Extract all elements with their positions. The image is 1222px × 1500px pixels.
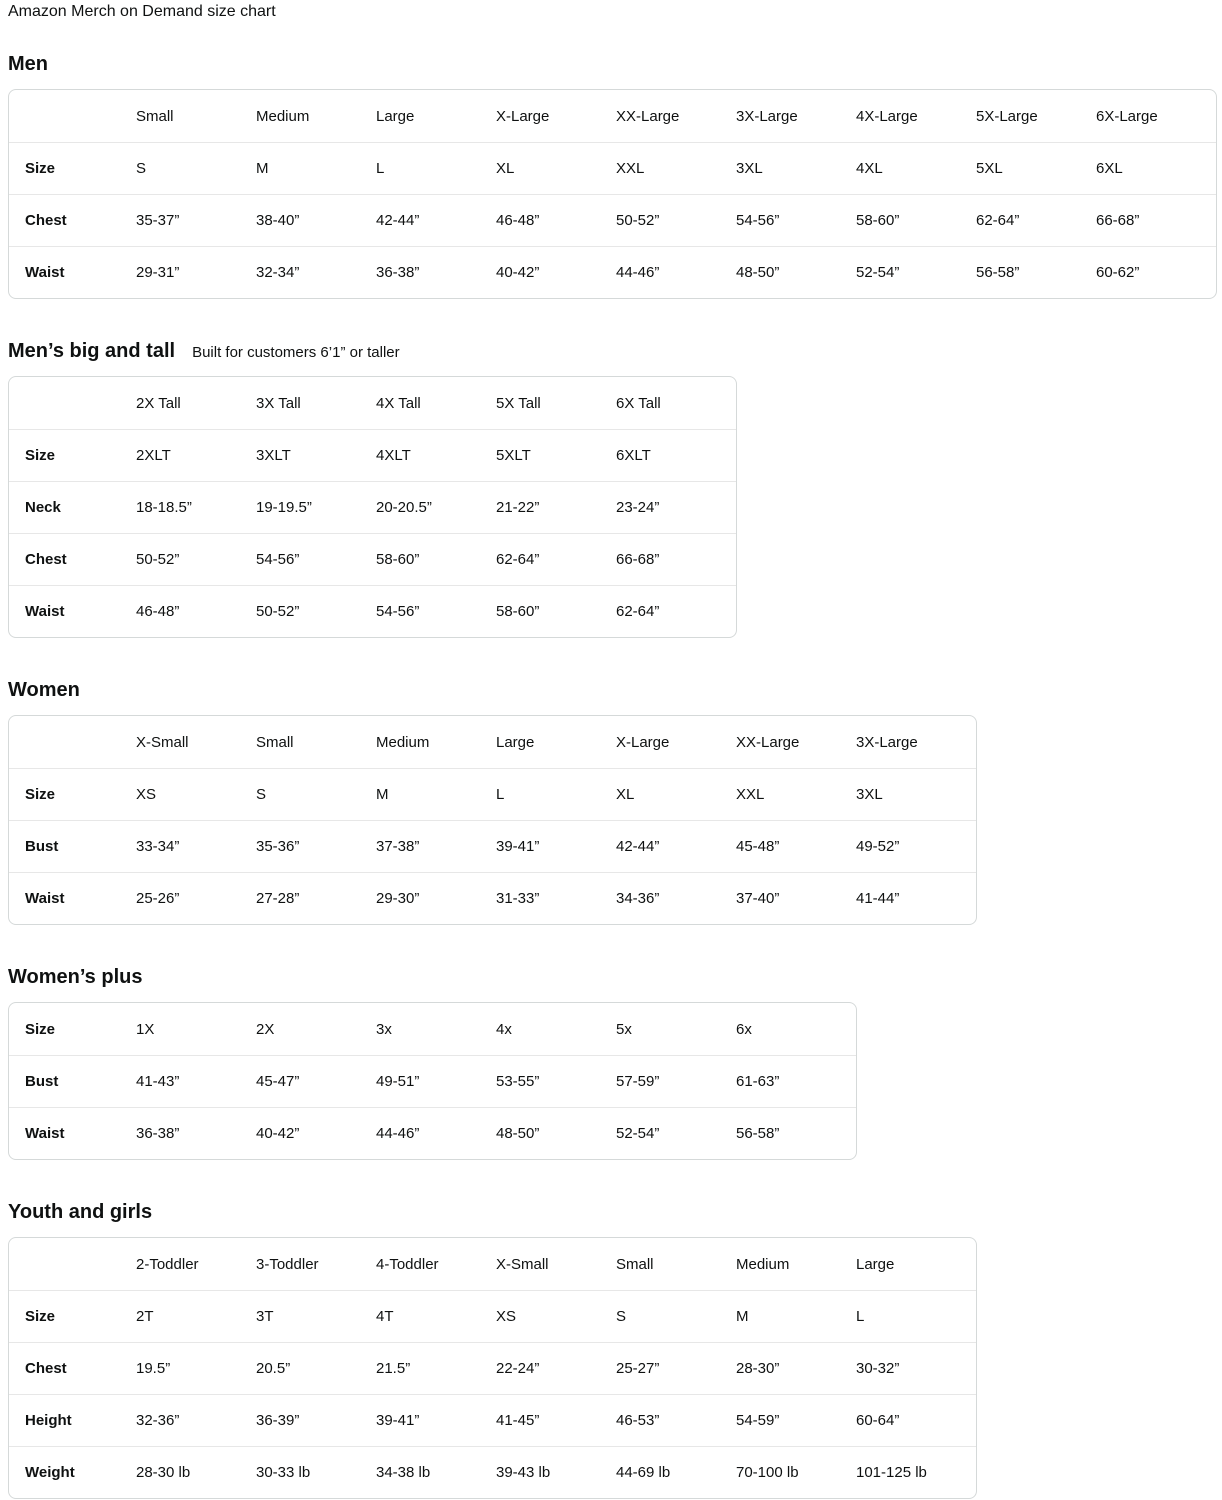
- size-value-cell: 48-50”: [496, 1107, 616, 1159]
- section-heading-row: [8, 52, 1214, 76]
- size-value-cell: XL: [616, 768, 736, 820]
- size-value-cell: 20.5”: [256, 1342, 376, 1394]
- table-row-chest: [9, 194, 1216, 246]
- row-label: Bust: [9, 820, 136, 872]
- size-value-cell: 54-56”: [736, 194, 856, 246]
- table-row-chest: [9, 1342, 976, 1394]
- table-row-waist: [9, 246, 1216, 298]
- size-value-cell: XXL: [736, 768, 856, 820]
- table-row-waist: [9, 585, 736, 637]
- size-value-cell: 18-18.5”: [136, 481, 256, 533]
- size-value-cell: S: [256, 768, 376, 820]
- size-value-cell: 56-58”: [976, 246, 1096, 298]
- size-table-womens-plus: [8, 1002, 857, 1160]
- size-value-cell: 50-52”: [256, 585, 376, 637]
- section-heading: Women’s plus: [8, 966, 143, 988]
- size-value-cell: 3XLT: [256, 429, 376, 481]
- row-label: Size: [9, 142, 136, 194]
- table-row-size: [9, 1290, 976, 1342]
- size-value-cell: 4XL: [856, 142, 976, 194]
- size-section-women: [8, 678, 1214, 925]
- column-header-row: [9, 1238, 976, 1290]
- size-value-cell: 1X: [136, 1020, 155, 1038]
- row-label: Size: [9, 768, 136, 820]
- section-heading: Men’s big and tall: [8, 340, 176, 362]
- table-row-weight: [9, 1446, 976, 1498]
- table-row-neck: [9, 481, 736, 533]
- column-header-row: [9, 377, 736, 429]
- size-value-cell: 57-59”: [616, 1055, 736, 1107]
- row-label: Chest: [9, 533, 136, 585]
- column-header: 6X Tall: [616, 394, 661, 412]
- size-value-cell: 5XL: [976, 142, 1096, 194]
- size-value-cell: 5x: [616, 1020, 632, 1038]
- column-header: XX-Large: [616, 107, 680, 125]
- size-value-cell: 28-30”: [736, 1342, 856, 1394]
- size-table-women: [8, 715, 977, 925]
- table-row-bust: [9, 820, 976, 872]
- size-value-cell: 39-41”: [496, 820, 616, 872]
- column-header: Small: [256, 733, 294, 751]
- size-value-cell: 60-64”: [856, 1394, 976, 1446]
- size-value-cell: 25-27”: [616, 1342, 736, 1394]
- size-section-womens-plus: [8, 965, 1214, 1160]
- size-value-cell: 30-33 lb: [256, 1446, 376, 1498]
- column-header: 3X-Large: [736, 107, 798, 125]
- size-value-cell: 54-59”: [736, 1394, 856, 1446]
- size-value-cell: 49-51”: [376, 1055, 496, 1107]
- size-value-cell: 4x: [496, 1020, 512, 1038]
- row-label: Neck: [9, 481, 136, 533]
- size-value-cell: 6XLT: [616, 429, 736, 481]
- size-value-cell: 31-33”: [496, 872, 616, 924]
- size-value-cell: 50-52”: [136, 533, 256, 585]
- size-value-cell: 45-48”: [736, 820, 856, 872]
- size-value-cell: 30-32”: [856, 1342, 976, 1394]
- page-title: Amazon Merch on Demand size chart: [8, 3, 276, 20]
- column-header-row: [9, 716, 976, 768]
- corner-cell: [9, 377, 136, 429]
- size-value-cell: M: [256, 142, 376, 194]
- column-header: Medium: [256, 107, 310, 125]
- size-value-cell: 36-38”: [136, 1107, 256, 1159]
- size-value-cell: 58-60”: [376, 533, 496, 585]
- size-value-cell: 25-26”: [136, 872, 256, 924]
- size-value-cell: 41-45”: [496, 1394, 616, 1446]
- size-value-cell: 35-36”: [256, 820, 376, 872]
- table-row-size: [9, 1003, 856, 1055]
- size-value-cell: 28-30 lb: [136, 1446, 256, 1498]
- table-row-height: [9, 1394, 976, 1446]
- size-value-cell: 2X: [256, 1020, 275, 1038]
- corner-cell: [9, 716, 136, 768]
- table-row-chest: [9, 533, 736, 585]
- size-value-cell: 61-63”: [736, 1055, 856, 1107]
- column-header: Small: [136, 107, 174, 125]
- size-value-cell: 101-125 lb: [856, 1446, 976, 1498]
- size-value-cell: 19.5”: [136, 1342, 256, 1394]
- size-value-cell: 34-36”: [616, 872, 736, 924]
- column-header: Large: [496, 733, 535, 751]
- size-value-cell: XXL: [616, 142, 736, 194]
- row-label: Size: [25, 1020, 56, 1038]
- table-row-size: [9, 142, 1216, 194]
- section-heading-row: [8, 678, 1214, 702]
- column-header: X-Large: [496, 107, 550, 125]
- column-header: 2X Tall: [136, 394, 181, 412]
- size-value-cell: S: [136, 142, 256, 194]
- size-value-cell: 58-60”: [856, 194, 976, 246]
- size-value-cell: 58-60”: [496, 585, 616, 637]
- table-row-bust: [9, 1055, 856, 1107]
- row-label: Chest: [9, 194, 136, 246]
- size-value-cell: 39-41”: [376, 1394, 496, 1446]
- table-row-waist: [9, 872, 976, 924]
- size-value-cell: 46-48”: [136, 585, 256, 637]
- column-header: X-Small: [136, 733, 189, 751]
- size-value-cell: 2T: [136, 1290, 256, 1342]
- size-value-cell: 46-53”: [616, 1394, 736, 1446]
- size-value-cell: 44-69 lb: [616, 1446, 736, 1498]
- size-value-cell: 66-68”: [616, 533, 736, 585]
- column-header: 2-Toddler: [136, 1255, 199, 1273]
- section-heading: Men: [8, 53, 48, 75]
- section-heading-row: [8, 1200, 1214, 1224]
- size-value-cell: 6x: [736, 1020, 752, 1038]
- size-value-cell: 37-40”: [736, 872, 856, 924]
- column-header: Small: [616, 1255, 654, 1273]
- size-value-cell: 3XL: [856, 768, 976, 820]
- size-value-cell: 52-54”: [616, 1107, 736, 1159]
- size-value-cell: 27-28”: [256, 872, 376, 924]
- row-label: Weight: [9, 1446, 136, 1498]
- size-value-cell: 62-64”: [496, 533, 616, 585]
- size-value-cell: 54-56”: [376, 585, 496, 637]
- size-value-cell: 56-58”: [736, 1107, 856, 1159]
- size-table-mens-big-and-tall: [8, 376, 737, 638]
- table-row-size: [9, 768, 976, 820]
- size-value-cell: 20-20.5”: [376, 481, 496, 533]
- column-header: X-Large: [616, 733, 670, 751]
- row-label: Waist: [9, 585, 136, 637]
- column-header: 4X-Large: [856, 107, 918, 125]
- sections: [8, 52, 1214, 1499]
- row-label: Waist: [9, 1107, 136, 1159]
- column-header: 4-Toddler: [376, 1255, 439, 1273]
- size-value-cell: 70-100 lb: [736, 1446, 856, 1498]
- size-value-cell: 22-24”: [496, 1342, 616, 1394]
- row-label: Chest: [9, 1342, 136, 1394]
- size-value-cell: 66-68”: [1096, 194, 1216, 246]
- size-value-cell: 41-44”: [856, 872, 976, 924]
- section-subtitle: Built for customers 6’1” or taller: [192, 344, 400, 361]
- size-value-cell: 5XLT: [496, 429, 616, 481]
- column-header: 4X Tall: [376, 394, 421, 412]
- row-label: Size: [9, 1290, 136, 1342]
- size-value-cell: 35-37”: [136, 194, 256, 246]
- section-heading: Women: [8, 679, 80, 701]
- row-label: Size: [9, 429, 136, 481]
- size-value-cell: 45-47”: [256, 1055, 376, 1107]
- row-label: Waist: [9, 872, 136, 924]
- size-value-cell: 21.5”: [376, 1342, 496, 1394]
- size-value-cell: M: [376, 768, 496, 820]
- corner-cell: [9, 90, 136, 142]
- size-value-cell: 3T: [256, 1290, 376, 1342]
- size-value-cell: 54-56”: [256, 533, 376, 585]
- column-header: Medium: [376, 733, 430, 751]
- size-value-cell: 41-43”: [136, 1055, 256, 1107]
- size-value-cell: 40-42”: [496, 246, 616, 298]
- size-value-cell: 44-46”: [376, 1107, 496, 1159]
- size-value-cell: 48-50”: [736, 246, 856, 298]
- size-value-cell: 36-39”: [256, 1394, 376, 1446]
- section-heading-row: [8, 339, 1214, 363]
- size-value-cell: 37-38”: [376, 820, 496, 872]
- size-value-cell: 29-30”: [376, 872, 496, 924]
- size-section-youth-and-girls: [8, 1200, 1214, 1499]
- size-value-cell: 49-52”: [856, 820, 976, 872]
- size-value-cell: 42-44”: [376, 194, 496, 246]
- row-label: Waist: [9, 246, 136, 298]
- size-value-cell: 52-54”: [856, 246, 976, 298]
- size-value-cell: S: [616, 1290, 736, 1342]
- corner-cell: [9, 1238, 136, 1290]
- size-value-cell: L: [496, 768, 616, 820]
- size-value-cell: 23-24”: [616, 481, 736, 533]
- size-value-cell: 4T: [376, 1290, 496, 1342]
- size-section-men: [8, 52, 1214, 299]
- size-value-cell: 29-31”: [136, 246, 256, 298]
- size-value-cell: 32-36”: [136, 1394, 256, 1446]
- size-value-cell: 60-62”: [1096, 246, 1216, 298]
- column-header: Large: [376, 107, 415, 125]
- column-header: 3X Tall: [256, 394, 301, 412]
- size-value-cell: 44-46”: [616, 246, 736, 298]
- size-value-cell: 3XL: [736, 142, 856, 194]
- size-value-cell: XL: [496, 142, 616, 194]
- column-header: 6X-Large: [1096, 107, 1158, 125]
- column-header: X-Small: [496, 1255, 549, 1273]
- column-header: 5X Tall: [496, 394, 541, 412]
- size-value-cell: 62-64”: [976, 194, 1096, 246]
- size-value-cell: 36-38”: [376, 246, 496, 298]
- size-value-cell: XS: [136, 768, 256, 820]
- section-heading-row: [8, 965, 1214, 989]
- column-header: Large: [856, 1255, 895, 1273]
- size-value-cell: 53-55”: [496, 1055, 616, 1107]
- column-header: 3-Toddler: [256, 1255, 319, 1273]
- size-value-cell: M: [736, 1290, 856, 1342]
- size-value-cell: 42-44”: [616, 820, 736, 872]
- column-header: 5X-Large: [976, 107, 1038, 125]
- section-heading: Youth and girls: [8, 1201, 153, 1223]
- size-value-cell: 21-22”: [496, 481, 616, 533]
- size-value-cell: 2XLT: [136, 429, 256, 481]
- size-value-cell: 39-43 lb: [496, 1446, 616, 1498]
- size-value-cell: 50-52”: [616, 194, 736, 246]
- row-label: Height: [9, 1394, 136, 1446]
- column-header-row: [9, 90, 1216, 142]
- table-row-waist: [9, 1107, 856, 1159]
- size-value-cell: 33-34”: [136, 820, 256, 872]
- size-value-cell: L: [376, 142, 496, 194]
- row-label: Bust: [9, 1055, 136, 1107]
- column-header: 3X-Large: [856, 733, 918, 751]
- size-value-cell: L: [856, 1290, 976, 1342]
- size-value-cell: 19-19.5”: [256, 481, 376, 533]
- column-header: XX-Large: [736, 733, 800, 751]
- size-value-cell: 32-34”: [256, 246, 376, 298]
- size-chart-page: [8, 2, 1214, 1499]
- size-table-men: [8, 89, 1217, 299]
- size-table-youth-and-girls: [8, 1237, 977, 1499]
- size-value-cell: 62-64”: [616, 585, 736, 637]
- size-value-cell: 6XL: [1096, 142, 1216, 194]
- size-value-cell: XS: [496, 1290, 616, 1342]
- size-value-cell: 38-40”: [256, 194, 376, 246]
- size-value-cell: 4XLT: [376, 429, 496, 481]
- column-header: Medium: [736, 1255, 790, 1273]
- size-value-cell: 40-42”: [256, 1107, 376, 1159]
- size-section-mens-big-and-tall: [8, 339, 1214, 638]
- table-row-size: [9, 429, 736, 481]
- size-value-cell: 46-48”: [496, 194, 616, 246]
- size-value-cell: 3x: [376, 1020, 392, 1038]
- size-value-cell: 34-38 lb: [376, 1446, 496, 1498]
